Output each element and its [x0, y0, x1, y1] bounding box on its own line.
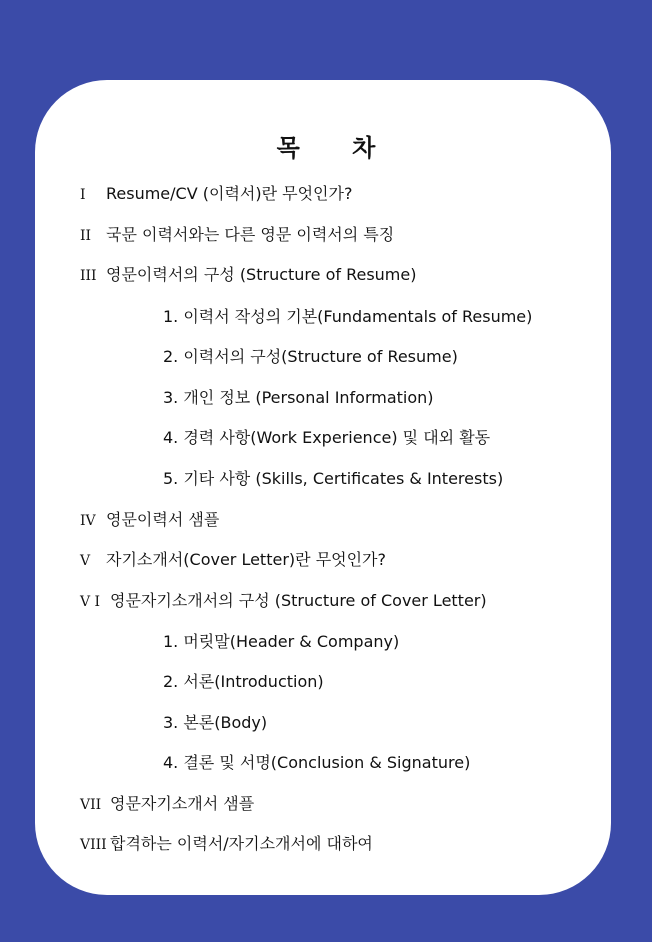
toc-subitem-3-4 [163, 424, 490, 452]
toc-item-3 [80, 261, 416, 289]
toc-numeral: IV [80, 513, 96, 529]
toc-numeral: II [80, 228, 92, 244]
toc-subitem-3-5 [163, 465, 503, 493]
toc-label: 2. 서론(Introduction) [163, 672, 324, 691]
toc-subitem-6-3 [163, 709, 267, 737]
toc-item-7 [80, 790, 254, 818]
toc-item-1 [80, 180, 352, 208]
toc-label: 5. 기타 사항 (Skills, Certificates & Interests) [163, 469, 504, 488]
toc-label: 영문이력서의 구성 (Structure of Resume) [106, 265, 417, 284]
toc-numeral: V I [80, 594, 101, 610]
toc-label: Resume/CV (이력서)란 무엇인가? [106, 184, 353, 203]
toc-item-6 [80, 587, 487, 615]
toc-label: 국문 이력서와는 다른 영문 이력서의 특징 [106, 225, 395, 244]
toc-item-2 [80, 221, 394, 249]
toc-label: 영문자기소개서 샘플 [110, 794, 255, 813]
toc-subitem-3-2 [163, 343, 458, 371]
toc-label: 4. 경력 사항(Work Experience) 및 대외 활동 [163, 428, 491, 447]
toc-label: 2. 이력서의 구성(Structure of Resume) [163, 347, 458, 366]
toc-subitem-6-4 [163, 749, 470, 777]
toc-label: 4. 결론 및 서명(Conclusion & Signature) [163, 753, 471, 772]
toc-subitem-6-2 [163, 668, 324, 696]
toc-label: 1. 머릿말(Header & Company) [163, 632, 400, 651]
toc-label: 3. 본론(Body) [163, 713, 268, 732]
toc-numeral: I [80, 187, 86, 203]
page-title: 목 차 [276, 134, 398, 162]
toc-subitem-3-3 [163, 384, 434, 412]
toc-item-8 [80, 830, 373, 858]
toc-numeral: V [80, 553, 91, 569]
toc-item-5 [80, 546, 386, 574]
toc-label: 합격하는 이력서/자기소개서에 대하여 [110, 834, 373, 853]
toc-numeral: VIII [80, 837, 107, 853]
toc-subitem-6-1 [163, 628, 399, 656]
toc-label: 자기소개서(Cover Letter)란 무엇인가? [106, 550, 387, 569]
toc-label: 영문자기소개서의 구성 (Structure of Cover Letter) [110, 591, 487, 610]
toc-item-4 [80, 506, 219, 534]
toc-label: 3. 개인 정보 (Personal Information) [163, 388, 434, 407]
toc-label: 1. 이력서 작성의 기본(Fundamentals of Resume) [163, 307, 533, 326]
toc-subitem-3-1 [163, 303, 532, 331]
toc-numeral: III [80, 268, 97, 284]
toc-numeral: VII [80, 797, 102, 813]
toc-label: 영문이력서 샘플 [106, 510, 220, 529]
